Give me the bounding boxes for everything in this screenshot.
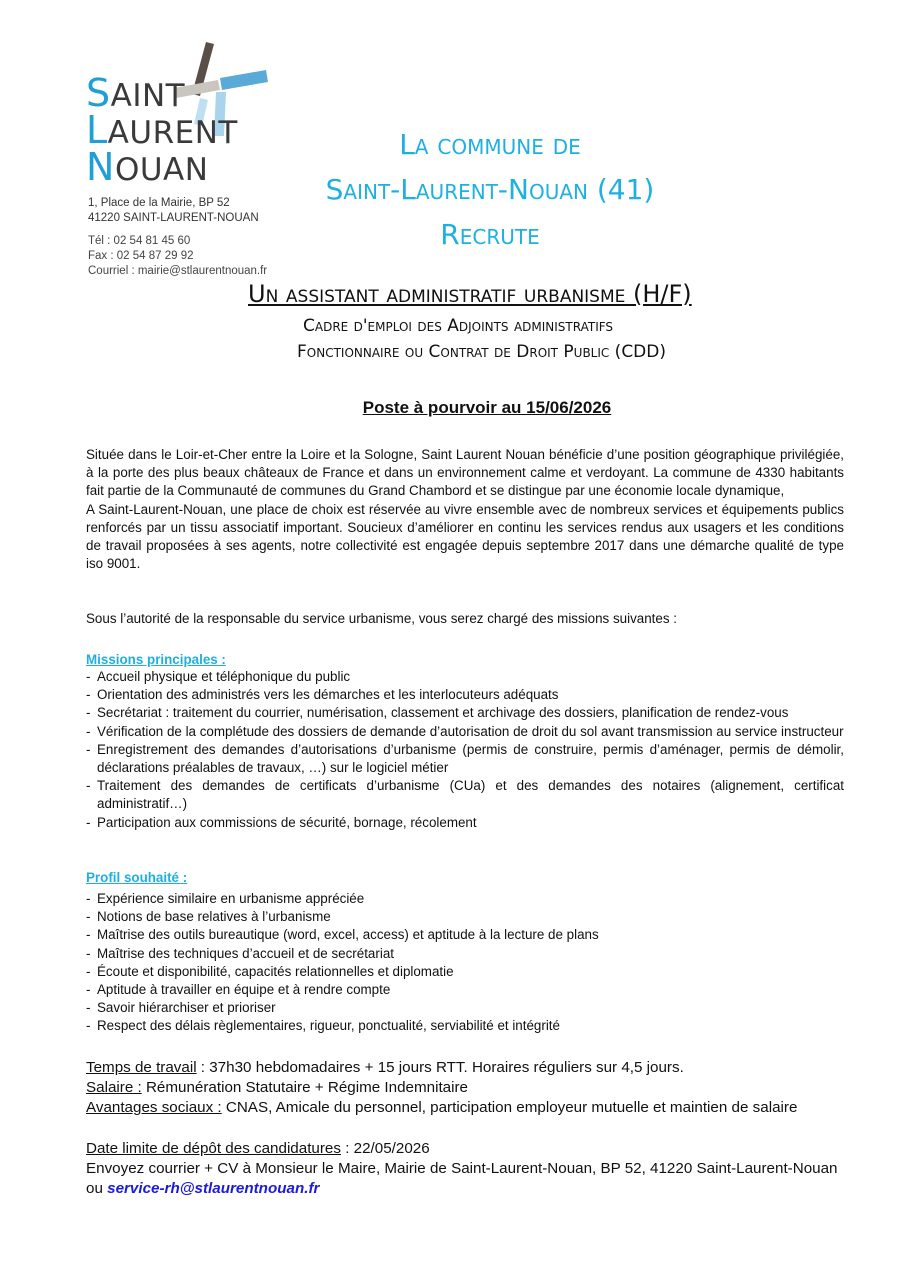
phone-number: Tél : 02 54 81 45 60 bbox=[88, 235, 191, 247]
recruitment-headline: La commune de Saint-Laurent-Nouan (41) Recrute bbox=[325, 128, 655, 251]
logo-contact bbox=[88, 234, 267, 279]
list-item: - Traitement des demandes de certificats d’urbanisme (CUa) et des demandes des notaires (alignement, certificat administratif…) bbox=[86, 777, 844, 813]
municipality-logo bbox=[86, 40, 286, 280]
list-item: - Maîtrise des techniques d’accueil et de secrétariat bbox=[86, 945, 844, 963]
list-item: - Savoir hiérarchiser et prioriser bbox=[86, 999, 844, 1017]
list-item: - Enregistrement des demandes d’autorisations d’urbanisme (permis de construire, permis d’aménager, permis de démolir, déclarations préalables de travaux, …) sur le logiciel métier bbox=[86, 741, 844, 777]
list-item: - Notions de base relatives à l’urbanisme bbox=[86, 908, 844, 926]
list-item: - Participation aux commissions de sécurité, bornage, récolement bbox=[86, 814, 844, 832]
missions-list bbox=[86, 668, 844, 832]
job-conditions bbox=[86, 1058, 846, 1118]
job-subtitle-contract: Fonctionnaire ou Contrat de Droit Public (CDD) bbox=[297, 342, 666, 362]
list-item: - Aptitude à travailler en équipe et à rendre compte bbox=[86, 981, 844, 999]
profile-list bbox=[86, 890, 844, 1036]
benefits: Avantages sociaux : CNAS, Amicale du personnel, participation employeur mutuelle et maintien de salaire bbox=[86, 1099, 798, 1116]
email-line: ou service-rh@stlaurentnouan.fr bbox=[86, 1180, 320, 1197]
logo-wordmark bbox=[86, 71, 238, 189]
hr-email-link[interactable]: service-rh@stlaurentnouan.fr bbox=[107, 1180, 320, 1197]
logo-line-laurent: LAURENT bbox=[86, 108, 238, 152]
list-item: - Respect des délais règlementaires, rigueur, ponctualité, serviabilité et intégrité bbox=[86, 1017, 844, 1035]
logo-line-saint: SAINT bbox=[86, 71, 186, 115]
logo-line-nouan: NOUAN bbox=[86, 145, 209, 189]
salary: Salaire : Rémunération Statutaire + Régime Indemnitaire bbox=[86, 1079, 468, 1096]
job-title: Un assistant administratif urbanisme (H/F) bbox=[248, 280, 692, 308]
post-date: Poste à pourvoir au 15/06/2026 bbox=[362, 398, 612, 417]
list-item: - Accueil physique et téléphonique du public bbox=[86, 668, 844, 686]
list-item: - Maîtrise des outils bureautique (word, excel, access) et aptitude à la lecture de plans bbox=[86, 926, 844, 944]
intro-text bbox=[86, 446, 844, 573]
contact-email: Courriel : mairie@stlaurentnouan.fr bbox=[88, 265, 268, 277]
intro-paragraph: A Saint-Laurent-Nouan, une place de choix est réservée au vivre ensemble avec de nombreux services et équipements publics renforcés par un tissu associatif important. Soucieux d’améliorer en continu les services rendus aux usagers et les conditions de travail proposées à ses agents, notre collectivité est engagée depuis septembre 2017 dans une démarche qualité de type iso 9001. bbox=[86, 501, 844, 572]
list-item: - Secrétariat : traitement du courrier, numérisation, classement et archivage des dossiers, planification de rendez-vous bbox=[86, 704, 844, 722]
work-time: Temps de travail : 37h30 hebdomadaires + 15 jours RTT. Horaires réguliers sur 4,5 jours. bbox=[86, 1059, 684, 1076]
send-instructions: Envoyez courrier + CV à Monsieur le Maire, Mairie de Saint-Laurent-Nouan, BP 52, 41220 Saint-Laurent-Nouan bbox=[86, 1160, 838, 1177]
application-info bbox=[86, 1139, 846, 1199]
missions-title: Missions principales : bbox=[86, 652, 226, 667]
authority-text: Sous l’autorité de la responsable du service urbanisme, vous serez chargé des missions suivantes : bbox=[86, 611, 677, 626]
job-subtitle-grade: Cadre d'emploi des Adjoints administratifs bbox=[303, 316, 614, 336]
list-item: - Expérience similaire en urbanisme appréciée bbox=[86, 890, 844, 908]
profile-title: Profil souhaité : bbox=[86, 870, 188, 885]
intro-paragraph: Située dans le Loir-et-Cher entre la Loire et la Sologne, Saint Laurent Nouan bénéficie d’une position géographique privilégiée, à la porte des plus beaux châteaux de France et dans un environnement calme et verdoyant. La commune de 4330 habitants fait partie de la Communauté de communes du Grand Chambord et se distingue par une économie locale dynamique, bbox=[86, 447, 844, 499]
fax-number: Fax : 02 54 87 29 92 bbox=[88, 250, 194, 262]
list-item: - Orientation des administrés vers les démarches et les interlocuteurs adéquats bbox=[86, 686, 844, 704]
deadline: Date limite de dépôt des candidatures : 22/05/2026 bbox=[86, 1140, 430, 1157]
logo-address: 1, Place de la Mairie, BP 52 41220 SAINT-LAURENT-NOUAN bbox=[88, 197, 259, 224]
list-item: - Vérification de la complétude des dossiers de demande d’autorisation de droit du sol avant transmission au service instructeur bbox=[86, 723, 844, 741]
list-item: - Écoute et disponibilité, capacités relationnelles et diplomatie bbox=[86, 963, 844, 981]
